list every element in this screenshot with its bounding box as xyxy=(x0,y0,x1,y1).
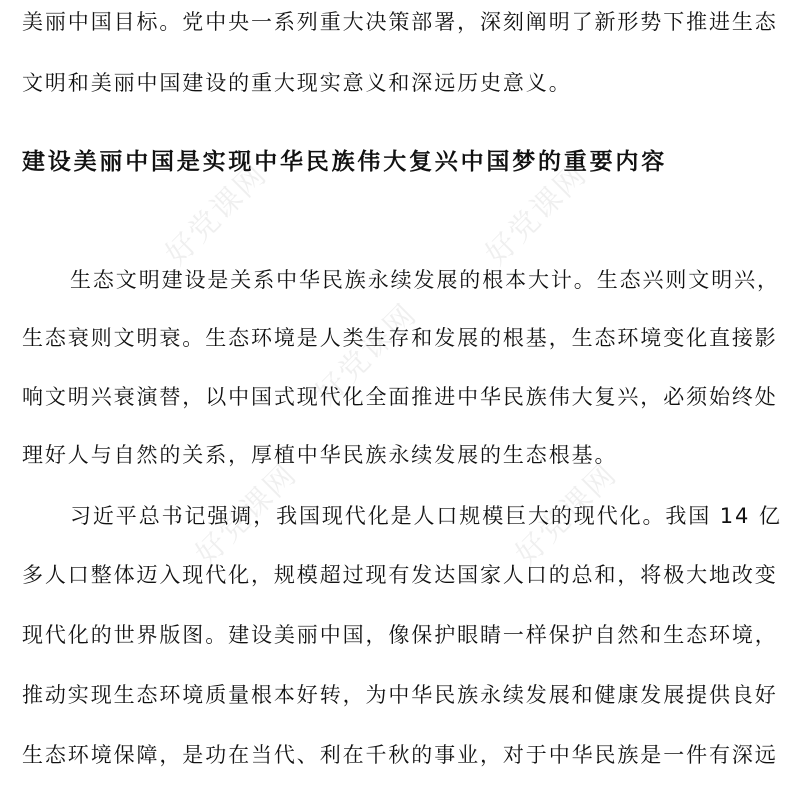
paragraph-line: 理好人与自然的关系，厚植中华民族永续发展的生态根基。 xyxy=(22,443,618,467)
paragraph-line: 现代化的世界版图。建设美丽中国，像保护眼睛一样保护自然和生态环境， xyxy=(22,623,778,647)
watermark: 好党课网 xyxy=(158,156,275,273)
paragraph-line: 响文明兴衰演替，以中国式现代化全面推进中华民族伟大复兴，必须始终处 xyxy=(22,385,778,409)
paragraph-line: 生态环境保障，是功在当代、利在千秋的事业，对于中华民族是一件有深远 xyxy=(22,743,778,767)
intro-line: 美丽中国目标。党中央一系列重大决策部署，深刻阐明了新形势下推进生态 xyxy=(22,10,778,34)
paragraph-line: 多人口整体迈入现代化，规模超过现有发达国家人口的总和，将极大地改变 xyxy=(22,563,778,587)
paragraph-line: 习近平总书记强调，我国现代化是人口规模巨大的现代化。我国 14 亿 xyxy=(70,504,782,528)
section-heading: 建设美丽中国是实现中华民族伟大复兴中国梦的重要内容 xyxy=(22,149,667,175)
intro-line: 文明和美丽中国建设的重大现实意义和深远历史意义。 xyxy=(22,71,572,95)
watermark: 好党课网 xyxy=(478,156,595,273)
paragraph-line: 推动实现生态环境质量根本好转，为中华民族永续发展和健康发展提供良好 xyxy=(22,683,778,707)
paragraph-line: 生态衰则文明衰。生态环境是人类生存和发展的根基，生态环境变化直接影 xyxy=(22,326,778,350)
paragraph-line: 生态文明建设是关系中华民族永续发展的根本大计。生态兴则文明兴， xyxy=(70,268,780,292)
watermark: 好党课网 xyxy=(508,456,625,573)
watermark: 好党课网 xyxy=(308,296,425,413)
watermark: 好党课网 xyxy=(188,456,305,573)
